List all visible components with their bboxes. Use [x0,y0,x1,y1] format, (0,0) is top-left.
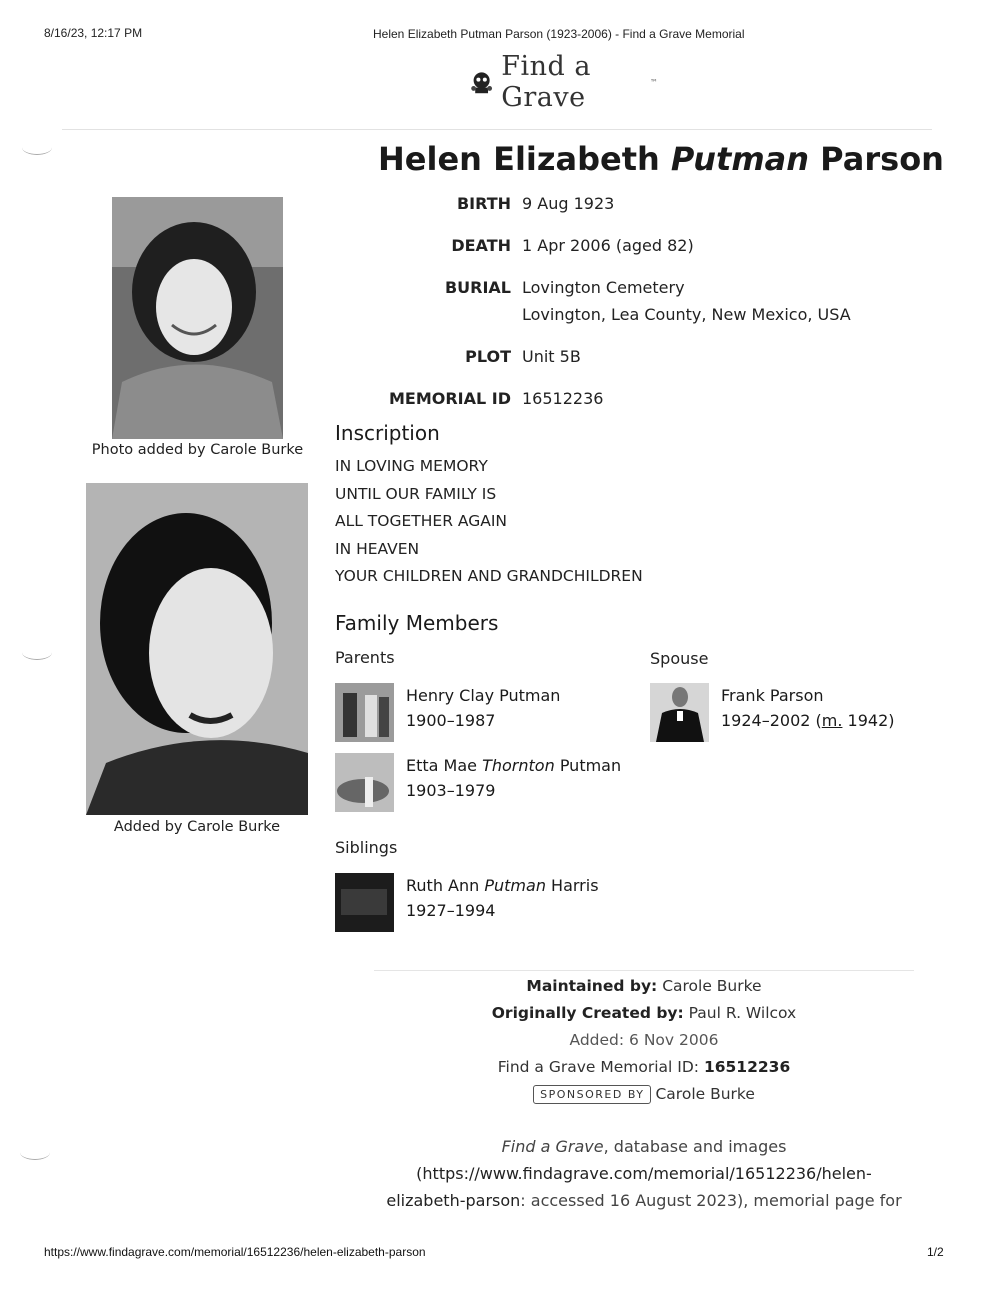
parents-label: Parents [335,648,395,667]
photo-2-caption: Added by Carole Burke [113,819,281,835]
parent-last-name: Putman [559,756,622,775]
maintained-by-line [374,977,914,995]
inscription-line: YOUR CHILDREN AND GRANDCHILDREN [335,567,643,585]
married-year: 1942) [842,711,895,730]
spouse-life-years: 1924–2002 ( [721,711,822,730]
maiden-name: Putman [670,140,810,178]
binder-hole-mark [20,1145,50,1160]
portrait-image-icon [86,483,308,815]
print-page-title: Helen Elizabeth Putman Parson (1923-2006) - Find a Grave Memorial [373,27,745,41]
creator-link[interactable]: Paul R. Wilcox [688,1004,797,1022]
fact-label: PLOT [465,347,511,366]
citation [374,1133,914,1214]
last-name: Parson [820,140,944,178]
cemetery-link[interactable]: Lovington Cemetery [522,278,685,297]
fact-value: Unit 5B [522,347,581,366]
parent-info [406,753,621,812]
memorial-photo-2[interactable] [86,483,308,815]
citation-url-end: elizabeth-parson [386,1191,521,1210]
citation-line-2: (https://www.findagrave.com/memorial/16512236/helen- [416,1164,872,1183]
sibling-info [406,873,599,932]
photo-thumbnail-icon [335,753,394,812]
fact-label: DEATH [451,236,511,255]
siblings-label: Siblings [335,838,398,857]
family-member-parent[interactable] [335,753,621,812]
inscription-line: UNTIL OUR FAMILY IS [335,484,497,503]
binder-hole-mark [22,645,52,660]
print-datetime: 8/16/23, 12:17 PM [44,26,143,40]
binder-hole-mark [22,140,52,155]
fact-label: BURIAL [444,278,511,297]
find-a-grave-logo[interactable] [468,51,658,113]
photo-1-caption: Photo added by Carole Burke [91,442,304,458]
memorial-facts [330,190,890,427]
logo-trademark: ™ [650,77,658,87]
maintained-label: Maintained by: [526,977,658,995]
fact-value [522,274,890,328]
fact-label: BIRTH [456,194,511,213]
portrait-image-icon [112,197,283,439]
header-divider [62,129,932,130]
inscription-text [335,453,643,591]
fact-burial [330,274,890,328]
spouse-label: Spouse [650,649,709,668]
sibling-maiden-name: Putman [484,876,546,895]
inscription-heading: Inscription [335,421,440,445]
spouse-name[interactable]: Frank Parson [721,686,824,705]
print-page-number: 1/2 [927,1245,944,1259]
fact-label: MEMORIAL ID [388,389,511,408]
parent-maiden-name: Thornton [482,756,555,775]
citation-line-3 [374,1187,914,1214]
inscription-line: IN HEAVEN [335,539,420,558]
spouse-photo-thumbnail[interactable] [650,683,709,742]
print-footer-url: https://www.findagrave.com/memorial/16512236/helen-elizabeth-parson [44,1245,426,1259]
parent-photo-thumbnail[interactable] [335,683,394,742]
fact-value: 1 Apr 2006 (aged 82) [522,236,694,255]
citation-line-1-text: , database and images [603,1137,787,1156]
created-by-line [374,1004,914,1022]
sibling-last-name: Harris [551,876,599,895]
parent-years: 1903–1979 [406,781,496,800]
parent-photo-thumbnail[interactable] [335,753,394,812]
sibling-name[interactable] [406,873,599,898]
family-member-spouse[interactable] [650,683,894,742]
memorial-photo-1[interactable] [112,197,283,439]
memorial-id-value: 16512236 [703,1058,791,1076]
parent-first-name: Etta Mae [406,756,477,775]
created-label: Originally Created by: [491,1004,684,1022]
fact-value: 16512236 [522,389,604,408]
memorial-id-label: Find a Grave Memorial ID: [497,1058,700,1076]
inscription-line: ALL TOGETHER AGAIN [335,512,507,530]
flower-skull-logo-icon [468,65,495,99]
meta-divider [374,970,914,971]
photo-thumbnail-icon [650,683,709,742]
sponsored-badge: SPONSORED BY [533,1085,651,1104]
family-member-sibling[interactable] [335,873,599,932]
sponsored-line [374,1085,914,1104]
parent-name[interactable] [406,753,621,778]
fact-birth [330,190,890,217]
inscription-line: IN LOVING MEMORY [335,457,488,475]
fact-memorial-id [330,385,890,412]
added-date: Added: 6 Nov 2006 [569,1031,719,1049]
photo-thumbnail-icon [335,873,394,932]
logo-text: Find a Grave [501,51,591,113]
parent-name[interactable]: Henry Clay Putman [406,686,561,705]
first-names: Helen Elizabeth [378,140,660,178]
citation-line-1 [374,1133,914,1160]
citation-accessed: : accessed 16 August 2023), memorial page for [520,1191,902,1210]
sibling-years: 1927–1994 [406,901,496,920]
memorial-name [378,140,944,178]
sponsor-link[interactable]: Carole Burke [655,1085,755,1103]
maintainer-link[interactable]: Carole Burke [662,977,762,995]
parent-years: 1900–1987 [406,711,496,730]
fact-death [330,232,890,259]
fact-value: 9 Aug 1923 [522,194,615,213]
fact-plot [330,343,890,370]
family-member-parent[interactable] [335,683,560,742]
married-abbreviation: m. [821,711,843,730]
sibling-photo-thumbnail[interactable] [335,873,394,932]
parent-info [406,683,560,742]
spouse-info [721,683,894,742]
memorial-id-line [374,1058,914,1076]
cemetery-location: Lovington, Lea County, New Mexico, USA [522,305,851,324]
family-heading: Family Members [335,611,499,635]
photo-thumbnail-icon [335,683,394,742]
spouse-years [721,708,894,733]
citation-site: Find a Grave [501,1137,604,1156]
sibling-first-name: Ruth Ann [406,876,480,895]
